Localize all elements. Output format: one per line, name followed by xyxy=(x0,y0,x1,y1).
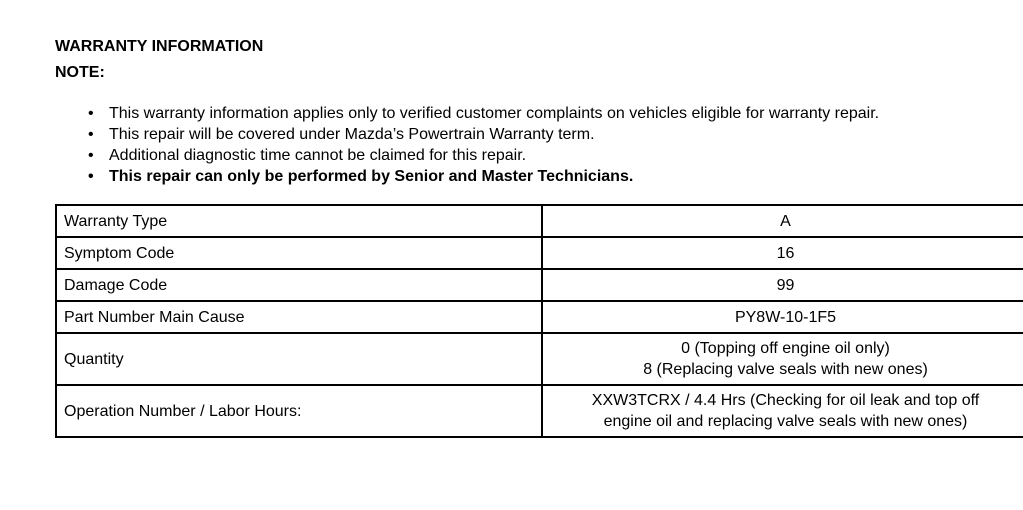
value-line: 0 (Topping off engine oil only) xyxy=(681,340,890,357)
row-label: Operation Number / Labor Hours: xyxy=(56,385,542,437)
value-line: PY8W-10-1F5 xyxy=(734,308,837,326)
table-row-operation-number xyxy=(56,385,1023,437)
note-text: Additional diagnostic time cannot be claimed for this repair. xyxy=(109,147,527,164)
note-item xyxy=(55,145,879,166)
value-line: 99 xyxy=(776,276,795,294)
bullet-icon: • xyxy=(88,147,94,164)
bullet-icon: • xyxy=(88,168,94,185)
note-item xyxy=(55,124,879,145)
note-item xyxy=(55,103,879,124)
row-value xyxy=(542,237,1023,269)
row-value xyxy=(542,301,1023,333)
note-text: This repair can only be performed by Senior and Master Technicians. xyxy=(109,168,634,185)
row-value xyxy=(542,333,1023,385)
value-line: 16 xyxy=(776,244,795,262)
note-text: This repair will be covered under Mazda’s Powertrain Warranty term. xyxy=(109,126,595,143)
note-item-emphasis xyxy=(55,166,879,187)
note-label: NOTE: xyxy=(55,64,105,81)
value-line: 8 (Replacing valve seals with new ones) xyxy=(643,361,928,378)
bullet-icon: • xyxy=(88,126,94,143)
value-line: engine oil and replacing valve seals with new ones) xyxy=(603,413,968,430)
notes-list xyxy=(55,103,879,187)
section-title: WARRANTY INFORMATION xyxy=(55,38,264,55)
table-row-part-number xyxy=(56,301,1023,333)
row-label: Warranty Type xyxy=(56,205,542,237)
note-text: This warranty information applies only to verified customer complaints on vehicles eligible for warranty repair. xyxy=(109,105,880,122)
table-row-quantity xyxy=(56,333,1023,385)
row-label: Symptom Code xyxy=(56,237,542,269)
table-row-symptom-code xyxy=(56,237,1023,269)
row-label: Damage Code xyxy=(56,269,542,301)
row-label: Part Number Main Cause xyxy=(56,301,542,333)
row-value xyxy=(542,385,1023,437)
row-label: Quantity xyxy=(56,333,542,385)
value-line: A xyxy=(780,212,791,230)
bullet-icon: • xyxy=(88,105,94,122)
row-value xyxy=(542,269,1023,301)
table-row-warranty-type xyxy=(56,205,1023,237)
row-value xyxy=(542,205,1023,237)
warranty-table xyxy=(55,204,1023,438)
table-row-damage-code xyxy=(56,269,1023,301)
value-line: XXW3TCRX / 4.4 Hrs (Checking for oil leak and top off xyxy=(591,392,980,409)
